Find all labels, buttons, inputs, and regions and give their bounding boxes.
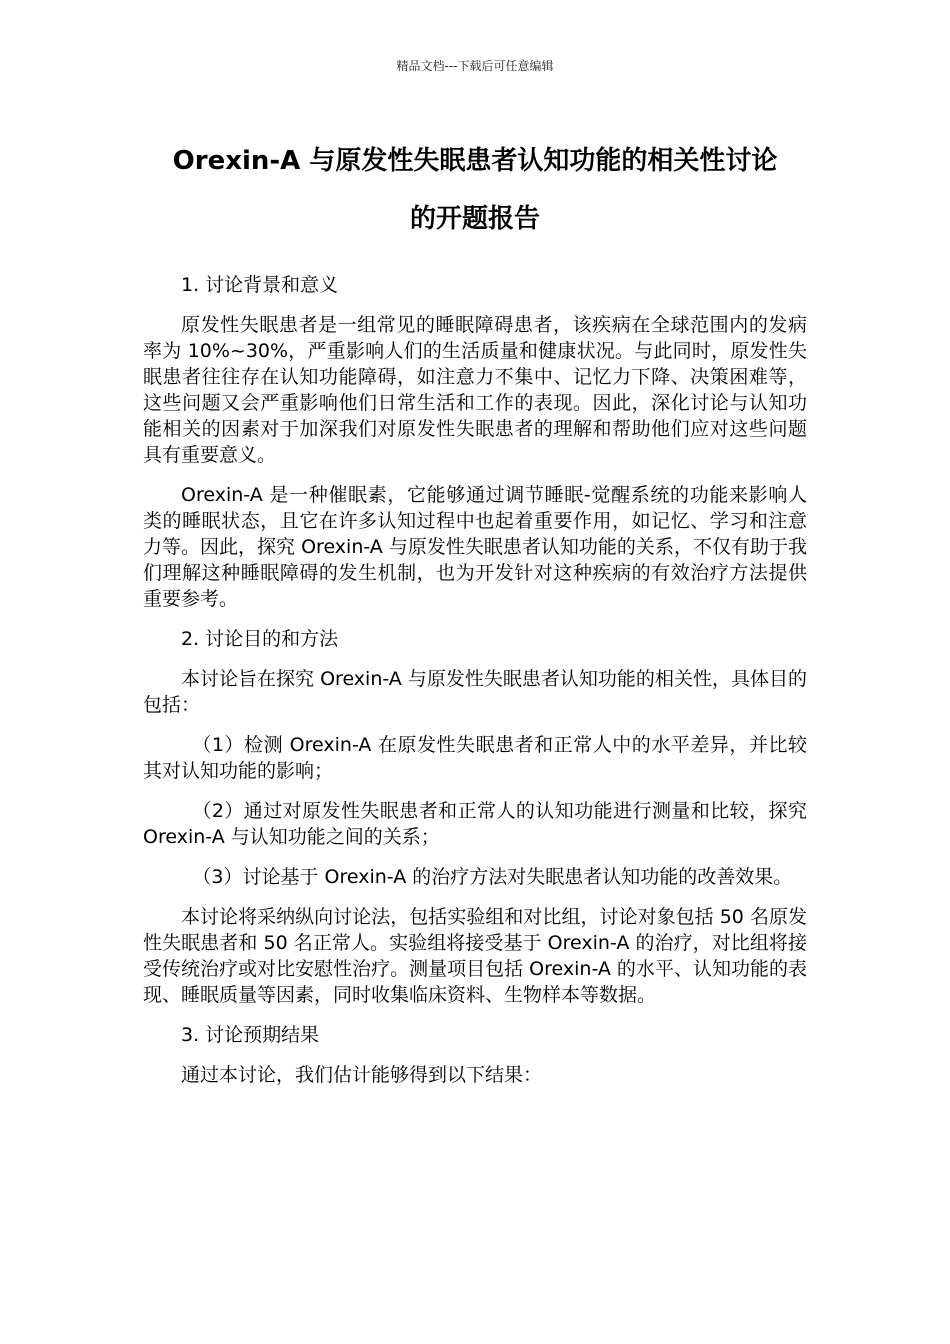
section-2-paragraph-2: 本讨论将采纳纵向讨论法，包括实验组和对比组，讨论对象包括 50 名原发性失眠患者和 50 名正常人。实验组将接受基于 Orexin-A 的治疗，对比组将接受传统治疗或对比安慰性治疗。测量项目包括 Orexin-A 的水平、认知功能的表现、睡眠质量等因素，同时收集临床资料、生物样本等数据。 bbox=[143, 906, 807, 1006]
document-body bbox=[143, 272, 807, 1102]
document-title bbox=[143, 132, 807, 248]
section-2-heading: 2. 讨论目的和方法 bbox=[181, 628, 339, 650]
section-3-heading: 3. 讨论预期结果 bbox=[181, 1024, 320, 1046]
title-line-2: 的开题报告 bbox=[409, 204, 540, 234]
section-1-paragraph-1: 原发性失眠患者是一组常见的睡眠障碍患者，该疾病在全球范围内的发病率为 10%~30%，严重影响人们的生活质量和健康状况。与此同时，原发性失眠患者往往存在认知功能障碍，如注意力不集中、记忆力下降、决策困难等，这些问题又会严重影响他们日常生活和工作的表现。因此，深化讨论与认知功能相关的因素对于加深我们对原发性失眠患者的理解和帮助他们应对这些问题具有重要意义。 bbox=[143, 314, 807, 466]
section-2-item-1: （1）检测 Orexin-A 在原发性失眠患者和正常人中的水平差异，并比较其对认知功能的影响； bbox=[143, 734, 807, 782]
section-2-paragraph-1: 本讨论旨在探究 Orexin-A 与原发性失眠患者认知功能的相关性，具体目的包括： bbox=[143, 668, 807, 716]
section-2-item-2: （2）通过对原发性失眠患者和正常人的认知功能进行测量和比较，探究 Orexin-A 与认知功能之间的关系； bbox=[143, 800, 807, 848]
section-2-item-3: （3）讨论基于 Orexin-A 的治疗方法对失眠患者认知功能的改善效果。 bbox=[192, 866, 793, 888]
section-1-heading: 1. 讨论背景和意义 bbox=[181, 274, 339, 296]
section-1-paragraph-2: Orexin-A 是一种催眠素，它能够通过调节睡眠-觉醒系统的功能来影响人类的睡眠状态，且它在许多认知过程中也起着重要作用，如记忆、学习和注意力等。因此，探究 Orexin-A 与原发性失眠患者认知功能的关系，不仅有助于我们理解这种睡眠障碍的发生机制，也为开发针对这种疾病的有效治疗方法提供重要参考。 bbox=[143, 484, 807, 610]
title-line-1: Orexin-A 与原发性失眠患者认知功能的相关性讨论 bbox=[172, 146, 778, 176]
section-3-paragraph-1: 通过本讨论，我们估计能够得到以下结果： bbox=[181, 1064, 543, 1086]
page-header: 精品文档---下载后可任意编辑 bbox=[396, 59, 554, 73]
